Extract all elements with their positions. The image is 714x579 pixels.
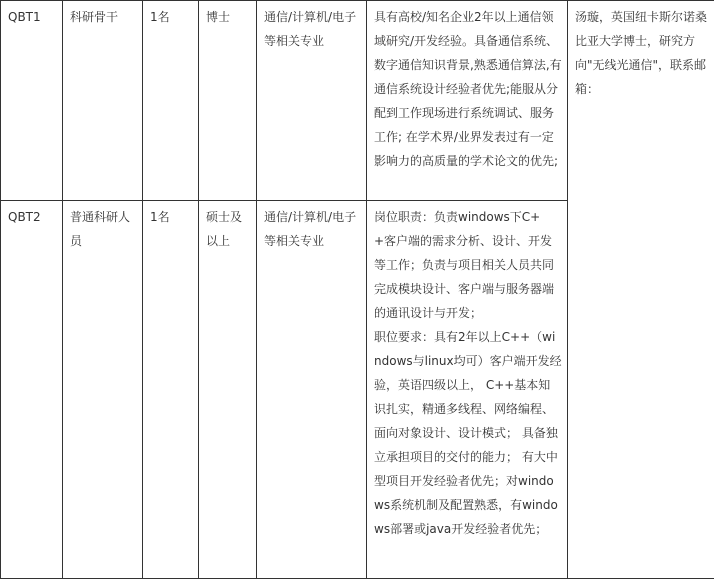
position-code: QBT2 bbox=[1, 201, 63, 579]
job-qualifications-text: 职位要求：具有2年以上C++（windows与linux均可）客户端开发经验，英语四级以上， C++基本知识扎实，精通多线程、网络编程、面向对象设计、设计模式； 具备独立承担项目的交付的能力； 有大中型项目开发经验者优先；对windows系统机制及配置熟悉，有windows部署或java开发经验者优先； bbox=[374, 325, 562, 541]
position-title: 普通科研人员 bbox=[63, 201, 143, 579]
headcount: 1名 bbox=[143, 1, 199, 201]
position-title: 科研骨干 bbox=[63, 1, 143, 201]
job-duties-text: 岗位职责：负责windows下C++客户端的需求分析、设计、开发等工作；负责与项目相关人员共同完成模块设计、客户端与服务器端的通讯设计与开发； bbox=[374, 205, 562, 325]
position-code: QBT1 bbox=[1, 1, 63, 201]
contact-info: 汤璇，英国纽卡斯尔诺桑比亚大学博士，研究方向"无线光通信"，联系邮箱： bbox=[575, 10, 707, 96]
contact-cell bbox=[568, 1, 714, 579]
requirement-text: 具有高校/知名企业2年以上通信领域研究/开发经验。具备通信系统、数字通信知识背景,熟悉通信算法,有通信系统设计经验者优先;能服从分配到工作现场进行系统调试、服务工作; 在学术界/业界发表过有一定影响力的高质量的学术论文的优先; bbox=[374, 5, 562, 173]
major-requirement: 通信/计算机/电子等相关专业 bbox=[257, 201, 367, 579]
headcount: 1名 bbox=[143, 201, 199, 579]
table-row bbox=[1, 1, 714, 201]
job-requirements bbox=[367, 1, 568, 201]
job-requirements bbox=[367, 201, 568, 579]
major-requirement: 通信/计算机/电子等相关专业 bbox=[257, 1, 367, 201]
degree-requirement: 博士 bbox=[199, 1, 257, 201]
degree-requirement: 硕士及以上 bbox=[199, 201, 257, 579]
